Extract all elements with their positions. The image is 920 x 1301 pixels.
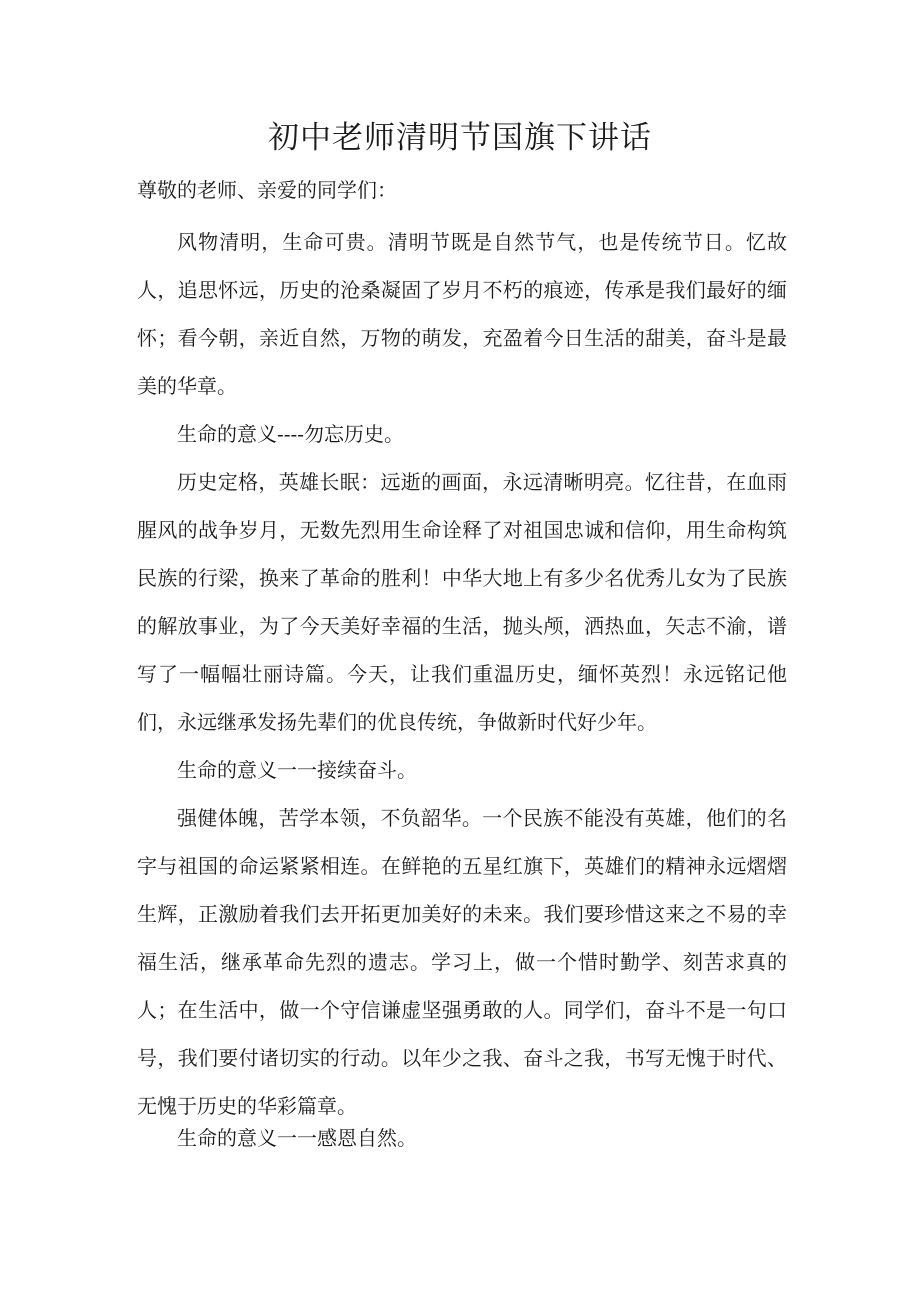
salutation: 尊敬的老师、亲爱的同学们： bbox=[137, 178, 397, 202]
section-heading-struggle: 生命的意义一一接续奋斗。 bbox=[177, 758, 417, 782]
document-body bbox=[137, 218, 787, 1130]
paragraph-intro: 风物清明，生命可贵。清明节既是自然节气，也是传统节日。忆故人，追思怀远，历史的沧桑凝固了岁月不朽的痕迹，传承是我们最好的缅怀；看今朝，亲近自然，万物的萌发，充盈着今日生活的甜美，奋斗是最美的华章。 bbox=[137, 230, 787, 398]
section-heading-history: 生命的意义----勿忘历史。 bbox=[177, 422, 405, 446]
section-heading-nature: 生命的意义一一感恩自然。 bbox=[177, 1126, 417, 1150]
document-title: 初中老师清明节国旗下讲话 bbox=[268, 120, 652, 156]
paragraph-struggle: 强健体魄，苦学本领，不负韶华。一个民族不能没有英雄，他们的名字与祖国的命运紧紧相连。在鲜艳的五星红旗下，英雄们的精神永远熠熠生辉，正激励着我们去开拓更加美好的未来。我们要珍惜这来之不易的幸福生活，继承革命先烈的遗志。学习上，做一个惜时勤学、刻苦求真的人；在生活中，做一个守信谦虚坚强勇敢的人。同学们，奋斗不是一句口号，我们要付诸切实的行动。以年少之我、奋斗之我，书写无愧于时代、无愧于历史的华彩篇章。 bbox=[137, 806, 787, 1118]
paragraph-history: 历史定格，英雄长眠：远逝的画面，永远清晰明亮。忆往昔，在血雨腥风的战争岁月，无数先烈用生命诠释了对祖国忠诚和信仰，用生命构筑民族的行梁，换来了革命的胜利！中华大地上有多少名优秀儿女为了民族的解放事业，为了今天美好幸福的生活，抛头颅，洒热血，矢志不渝，谱写了一幅幅壮丽诗篇。今天，让我们重温历史，缅怀英烈！永远铭记他们，永远继承发扬先辈们的优良传统，争做新时代好少年。 bbox=[137, 470, 787, 734]
